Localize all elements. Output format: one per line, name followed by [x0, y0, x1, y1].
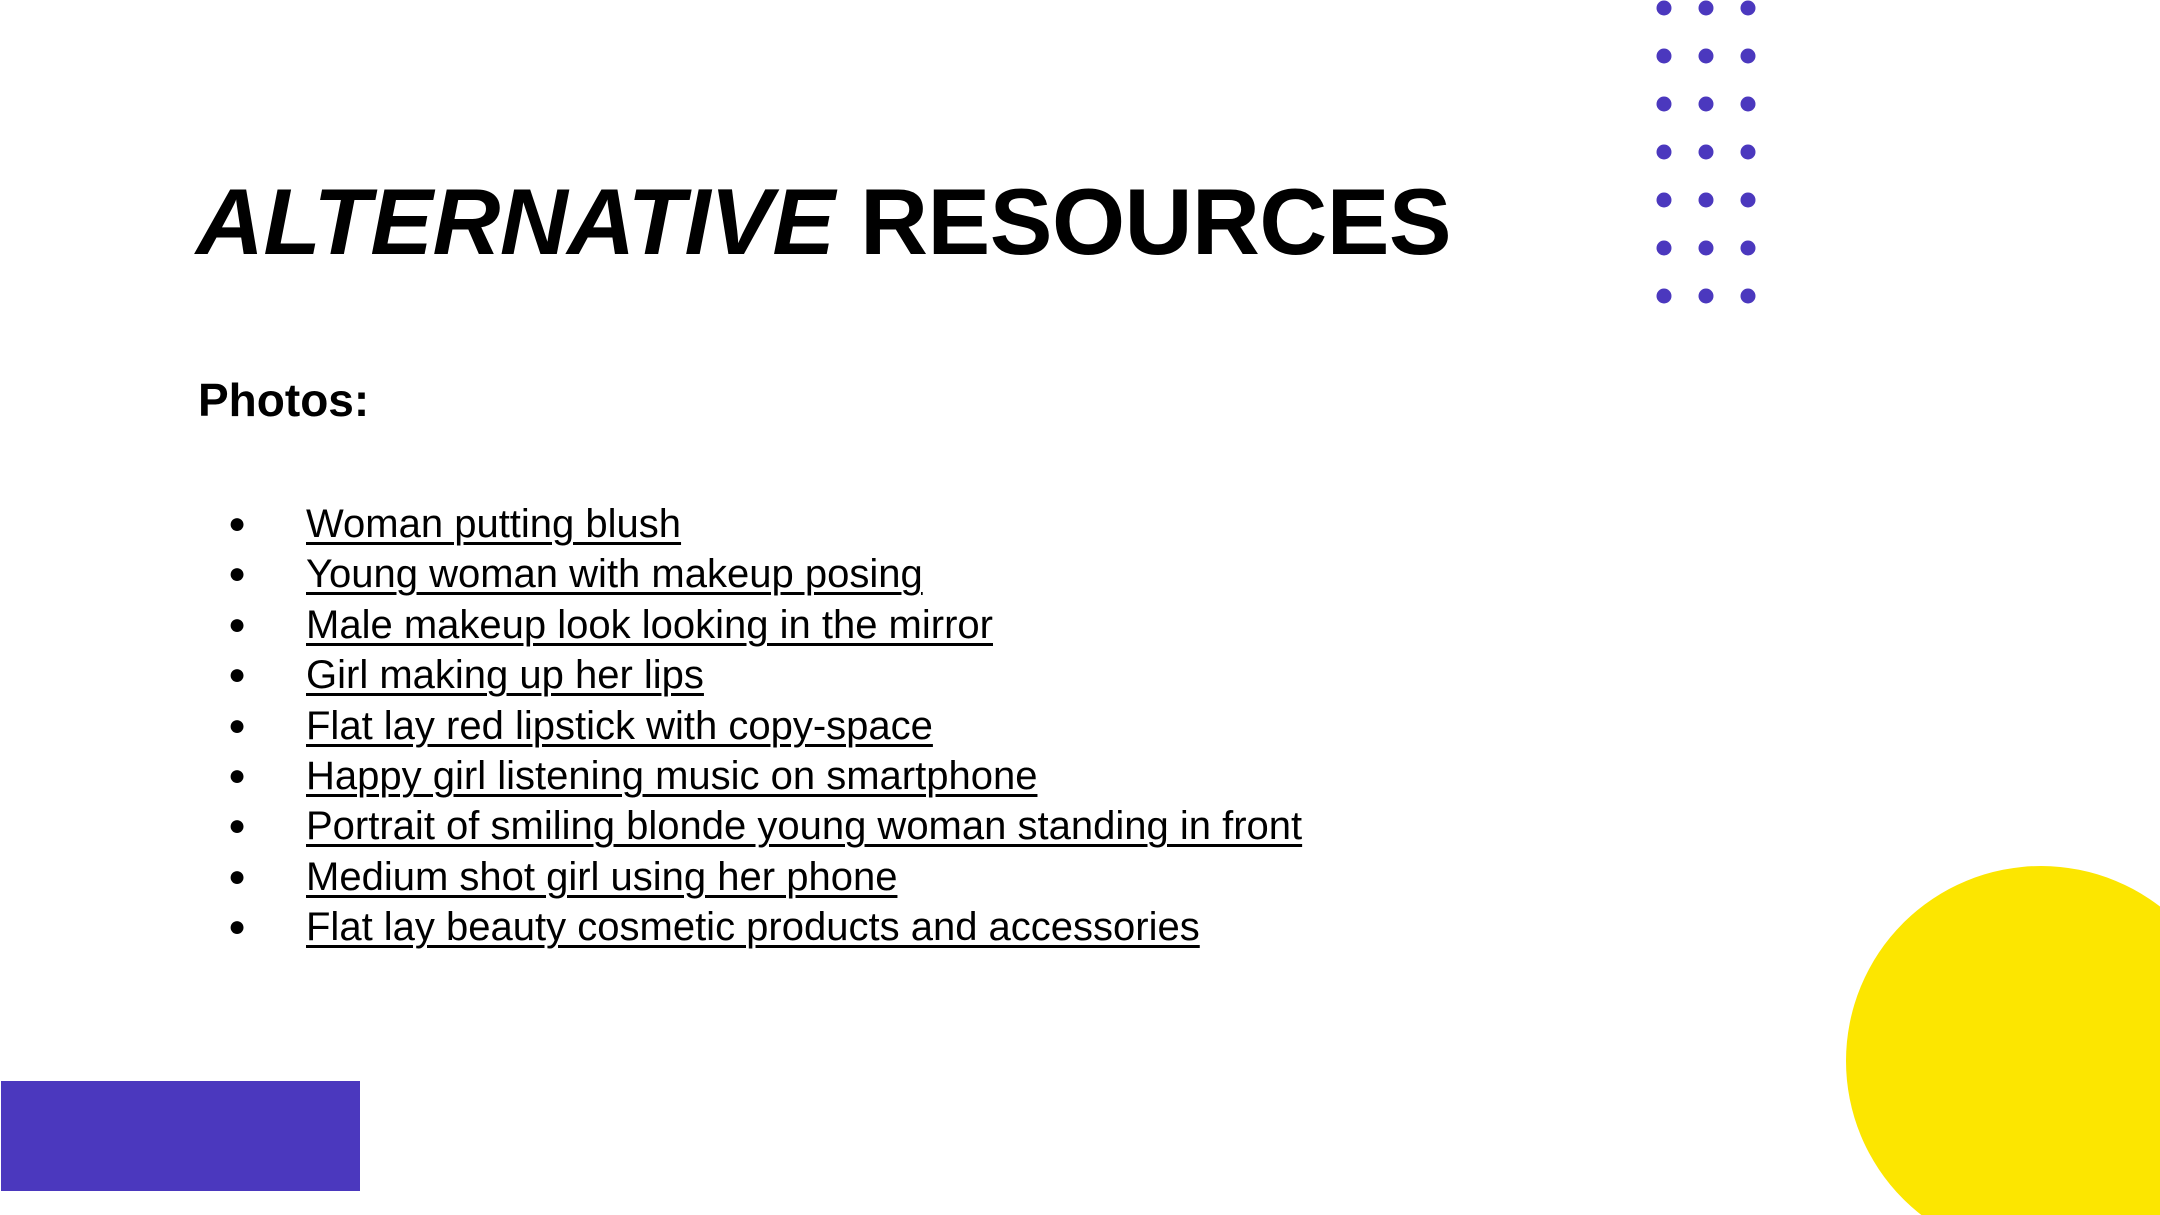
decorative-dot	[1657, 289, 1672, 304]
bullet-icon: ●	[228, 758, 247, 792]
decorative-dot	[1699, 241, 1714, 256]
decorative-yellow-circle	[1846, 866, 2160, 1215]
decorative-dot	[1657, 1, 1672, 16]
decorative-dot	[1657, 49, 1672, 64]
bullet-icon: ●	[228, 557, 247, 591]
photos-heading: Photos:	[198, 374, 370, 426]
bullet-icon: ●	[228, 708, 247, 742]
decorative-dot	[1657, 241, 1672, 256]
decorative-dot	[1699, 145, 1714, 160]
bullet-icon: ●	[228, 658, 247, 692]
decorative-dot	[1657, 145, 1672, 160]
decorative-dot	[1741, 193, 1756, 208]
decorative-purple-rectangle	[1, 1081, 360, 1191]
decorative-dot	[1657, 193, 1672, 208]
bullet-icon: ●	[228, 910, 247, 944]
decorative-dot	[1699, 49, 1714, 64]
photo-link[interactable]: Flat lay beauty cosmetic products and accessories	[306, 905, 1200, 950]
bullet-icon: ●	[228, 859, 247, 893]
photo-link[interactable]: Woman putting blush	[306, 502, 682, 546]
photo-link[interactable]: Portrait of smiling blonde young woman standing in front	[306, 804, 1303, 849]
decorative-dot	[1741, 145, 1756, 160]
photo-link[interactable]: Girl making up her lips	[306, 653, 704, 698]
decorative-dot	[1699, 97, 1714, 112]
title-italic-part: ALTERNATIVE	[196, 169, 835, 274]
decorative-dot	[1699, 1, 1714, 16]
photo-link[interactable]: Happy girl listening music on smartphone	[306, 753, 1038, 798]
decorative-dot	[1741, 1, 1756, 16]
bullet-icon: ●	[228, 607, 247, 641]
decorative-dot	[1699, 193, 1714, 208]
decorative-dot	[1657, 97, 1672, 112]
decorative-dot	[1741, 97, 1756, 112]
photo-link[interactable]: Medium shot girl using her phone	[306, 854, 898, 899]
title-regular-part: RESOURCES	[860, 169, 1452, 274]
photo-link[interactable]: Male makeup look looking in the mirror	[306, 602, 993, 647]
bullet-icon: ●	[228, 809, 247, 843]
decorative-dot	[1741, 49, 1756, 64]
page-title	[196, 168, 1451, 276]
decorative-dot	[1741, 241, 1756, 256]
decorative-dot	[1699, 289, 1714, 304]
bullet-icon: ●	[228, 507, 247, 540]
decorative-dot-grid	[1652, 0, 1762, 310]
photo-link[interactable]: Young woman with makeup posing	[306, 552, 923, 597]
decorative-dot	[1741, 289, 1756, 304]
photo-link[interactable]: Flat lay red lipstick with copy-space	[306, 703, 933, 748]
